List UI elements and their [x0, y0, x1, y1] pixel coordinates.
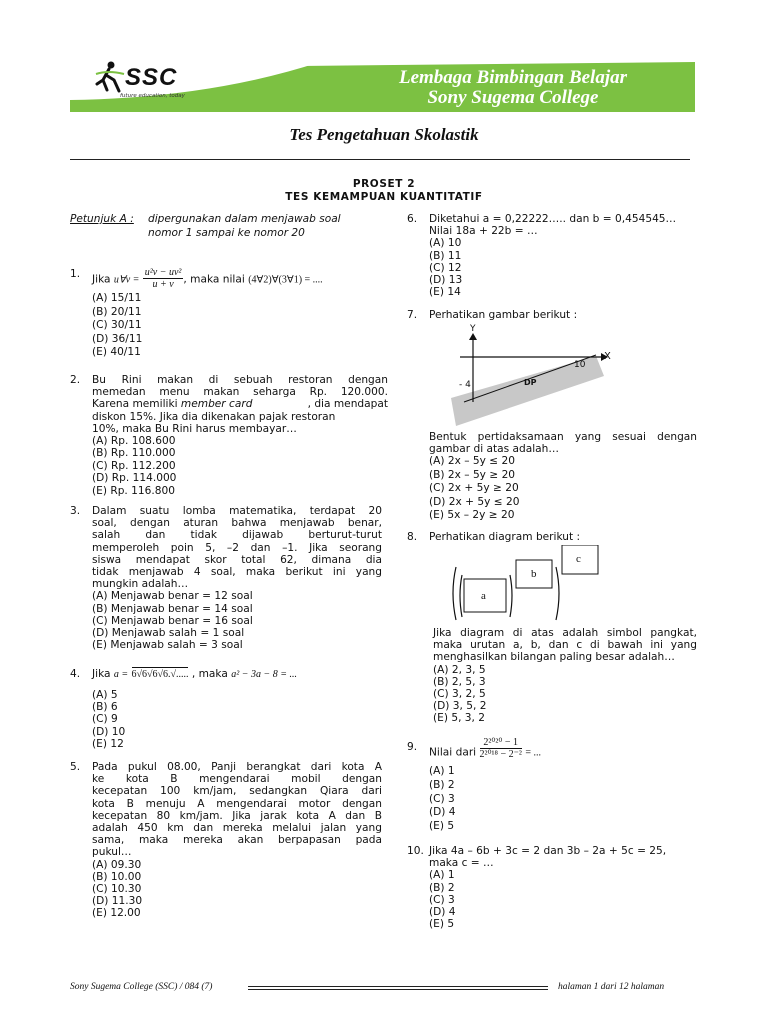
option-c[interactable]: (C) 2x + 5y ≥ 20 [429, 482, 519, 495]
q8-intro: Perhatikan diagram berikut : [429, 531, 581, 543]
q9-prefix: Nilai dari [429, 746, 477, 759]
question-number: 5. [70, 761, 81, 773]
q3-line: tidak menjawab 4 soal, maka berikut ini yang [92, 565, 382, 578]
q5-line: pukul… [92, 846, 132, 859]
brand-text: SSC [125, 64, 178, 91]
option-c[interactable]: (C) 30/11 [92, 319, 142, 331]
region-label: DP [524, 378, 537, 387]
q8-line: menghasilkan bilangan paling besar adalah… [433, 651, 675, 664]
option-b[interactable]: (B) 2 [429, 778, 455, 791]
header-banner [70, 60, 695, 115]
x-tick-label: 10 [574, 360, 586, 370]
option-a[interactable]: (A) 1 [429, 765, 455, 777]
q9-fraction: $\frac{\text{2²⁰²⁰ − 1}}{\text{2²⁰¹⁸ − 2⁻²}}$ [479, 737, 522, 760]
institution-line1: Lembaga Bimbingan Belajar [398, 67, 628, 88]
q9-suffix: = ... [525, 747, 541, 759]
q6-line: Diketahui a = 0,22222….. dan b = 0,454545… [429, 213, 677, 225]
question-number: 4. [70, 668, 81, 680]
q1-expression: (4∀2)∀(3∀1) = .... [248, 274, 323, 286]
option-e[interactable]: (E) 5x – 2y ≥ 20 [429, 509, 515, 522]
q1-fraction: $\frac{\text{u²v − uv²}}{u + v}$ [144, 267, 182, 290]
q8-text [433, 627, 697, 725]
y-axis-label: Y [470, 324, 476, 334]
q5-line: Pada pukul 08.00, Panji berangkat dari kota A [92, 761, 382, 773]
q5-line: sama, maka mereka akan berpapasan pada [92, 834, 382, 847]
question-number: 1. [70, 268, 81, 280]
q1-lhs: u∀v = [113, 274, 140, 286]
option-d[interactable]: (D) 11.30 [92, 895, 143, 908]
q10-line: maka c = … [429, 857, 494, 870]
q4-expression: a² − 3a − 8 = ... [231, 669, 297, 680]
x-axis-label: X [604, 351, 611, 362]
option-a[interactable]: (A) 2x – 5y ≤ 20 [429, 455, 516, 468]
option-b[interactable]: (B) 2, 5, 3 [433, 675, 486, 688]
option-d[interactable]: (D) 13 [429, 273, 463, 286]
q4-mid: , maka [191, 668, 228, 680]
option-b[interactable]: (B) 6 [92, 701, 118, 714]
q5-line: kecepatan 100 km/jam, sedangkan Qiara dari [92, 785, 382, 798]
question-number: 8. [407, 531, 418, 543]
q3-line: mungkin adalah… [92, 578, 189, 591]
section-heading: TES KEMAMPUAN KUANTITATIF [285, 191, 483, 203]
petunjuk-label: Petunjuk A : [70, 213, 134, 225]
q7-text [429, 431, 697, 523]
q4-options [92, 689, 125, 750]
footer-rule [248, 986, 548, 990]
member-card-text: member card [180, 398, 253, 411]
option-e[interactable]: (E) Rp. 116.800 [92, 484, 175, 497]
option-b[interactable]: (B) Rp. 110.000 [92, 447, 176, 460]
option-c[interactable]: (C) 3 [429, 893, 455, 906]
q1-options [92, 292, 142, 360]
petunjuk-line2: nomor 1 sampai ke nomor 20 [148, 227, 305, 239]
question-number: 10. [407, 845, 424, 857]
q4-prefix: Jika [92, 668, 111, 680]
runner-icon [94, 60, 126, 94]
option-e[interactable]: (E) 5 [429, 820, 455, 833]
question-number: 7. [407, 309, 418, 321]
question-number: 2. [70, 374, 81, 386]
question-number: 6. [407, 213, 418, 225]
question-number: 3. [70, 505, 81, 517]
option-d[interactable]: (D) 4 [429, 905, 456, 918]
q4-radical: 6√6√6√6.√..... [131, 669, 189, 680]
institution-name [348, 68, 678, 108]
q5-line: adalah 450 km dan mereka melalui jalan yang [92, 821, 382, 834]
brand-tagline: future education, today [120, 93, 185, 99]
option-e[interactable]: (E) 5, 3, 2 [433, 712, 486, 725]
option-a[interactable]: (A) 5 [92, 689, 118, 701]
option-b[interactable]: (B) Menjawab benar = 14 soal [92, 602, 253, 615]
q7-intro: Perhatikan gambar berikut : [429, 309, 578, 321]
option-b[interactable]: (B) 11 [429, 249, 462, 262]
q2-line: Karena memiliki member card , dia mendapat [92, 398, 388, 411]
option-a[interactable]: (A) 1 [429, 869, 455, 882]
q6-line: Nilai 18a + 22b = … [429, 225, 538, 238]
q1-mid: , maka nilai [183, 273, 245, 286]
option-d[interactable]: (D) 3, 5, 2 [433, 700, 487, 713]
label-c: c [576, 553, 581, 565]
option-e[interactable]: (E) Menjawab salah = 3 soal [92, 639, 243, 652]
q3-line: salah dan tidak dijawab berturut-turut [92, 529, 382, 542]
option-c[interactable]: (C) 3 [429, 792, 455, 805]
option-c[interactable]: (C) Rp. 112.200 [92, 459, 176, 472]
institution-line2: Sony Sugema College [427, 87, 599, 108]
q2-line: Bu Rini makan di sebuah restoran dengan [92, 374, 388, 386]
q3-line: siswa mendapat skor total 62, dimana dia [92, 553, 382, 566]
q4-lhs: a = [113, 669, 129, 680]
proset-heading: PROSET 2 [352, 178, 416, 190]
label-a: a [481, 590, 486, 602]
option-a[interactable]: (A) Rp. 108.600 [92, 434, 176, 447]
inequality-graph [446, 322, 616, 432]
label-b: b [531, 568, 537, 580]
q2-line: memedan menu makan seharga Rp. 120.000. [92, 386, 388, 399]
q7-line: gambar di atas adalah… [429, 443, 559, 456]
option-c[interactable]: (C) 10.30 [92, 882, 142, 895]
q3-line: soal, dengan aturan bahwa menjawab benar, [92, 517, 382, 530]
option-e[interactable]: (E) 12.00 [92, 907, 141, 920]
q5-line: ke kota B mengendarai mobil dengan [92, 773, 382, 786]
q2-line: 10%, maka Bu Rini harus membayar… [92, 422, 297, 435]
option-d[interactable]: (D) Rp. 114.000 [92, 472, 177, 485]
option-d[interactable]: (D) 2x + 5y ≤ 20 [429, 495, 520, 508]
q8-line: Jika diagram di atas adalah simbol pangkat, [433, 627, 697, 639]
option-c[interactable]: (C) 12 [429, 261, 462, 274]
y-tick-label: - 4 [459, 380, 471, 390]
footer-left: Sony Sugema College (SSC) / 084 (7) [70, 982, 213, 992]
option-c[interactable]: (C) 9 [92, 713, 118, 726]
q7-graph [446, 322, 616, 432]
q9-options [429, 765, 456, 834]
option-e[interactable]: (E) 40/11 [92, 346, 141, 358]
option-e[interactable]: (E) 12 [92, 737, 124, 750]
title-rule [70, 159, 690, 160]
q8-diagram [446, 545, 606, 625]
option-d[interactable]: (D) 4 [429, 806, 456, 819]
q3-line: memperoleh poin 5, –2 dan –1. Jika seorang [92, 541, 382, 554]
option-e[interactable]: (E) 14 [429, 286, 461, 299]
q1-prefix: Jika [92, 273, 111, 286]
option-d[interactable]: (D) 10 [92, 725, 126, 738]
option-b[interactable]: (B) 10.00 [92, 870, 142, 883]
option-c[interactable]: (C) Menjawab benar = 16 soal [92, 614, 253, 627]
q2-line: diskon 15%. Jika dia dikenakan pajak restoran [92, 410, 336, 423]
question-number: 9. [407, 741, 418, 753]
option-d[interactable]: (D) 36/11 [92, 332, 143, 345]
option-c[interactable]: (C) 3, 2, 5 [433, 687, 486, 700]
petunjuk-line1: dipergunakan dalam menjawab soal [148, 213, 341, 225]
option-a[interactable]: (A) 15/11 [92, 292, 142, 304]
q8-line: maka urutan a, b, dan c di bawah ini yang [433, 639, 697, 652]
option-a[interactable]: (A) 2, 3, 5 [433, 663, 486, 676]
option-d[interactable]: (D) Menjawab salah = 1 soal [92, 626, 245, 639]
footer-right: halaman 1 dari 12 halaman [558, 982, 665, 992]
option-b[interactable]: (B) 20/11 [92, 305, 142, 318]
q5-line: kecepatan 80 km/jam. Jika jarak kota A dan B [92, 809, 382, 822]
power-diagram [446, 545, 606, 625]
q7-line: Bentuk pertidaksamaan yang sesuai dengan [429, 431, 697, 443]
option-e[interactable]: (E) 5 [429, 918, 455, 931]
q10-line: Jika 4a – 6b + 3c = 2 dan 3b – 2a + 5c = 25, [429, 845, 667, 857]
option-b[interactable]: (B) 2x – 5y ≥ 20 [429, 468, 516, 481]
option-b[interactable]: (B) 2 [429, 881, 455, 894]
petunjuk [70, 213, 341, 239]
document-title: Tes Pengetahuan Skolastik [289, 125, 479, 144]
option-a[interactable]: (A) 09.30 [92, 858, 142, 871]
option-a[interactable]: (A) 10 [429, 237, 462, 250]
option-a[interactable]: (A) Menjawab benar = 12 soal [92, 590, 253, 603]
q3-line: Dalam suatu lomba matematika, terdapat 20 [92, 505, 382, 517]
q5-line: kota B menuju A mengendarai motor dengan [92, 797, 382, 810]
